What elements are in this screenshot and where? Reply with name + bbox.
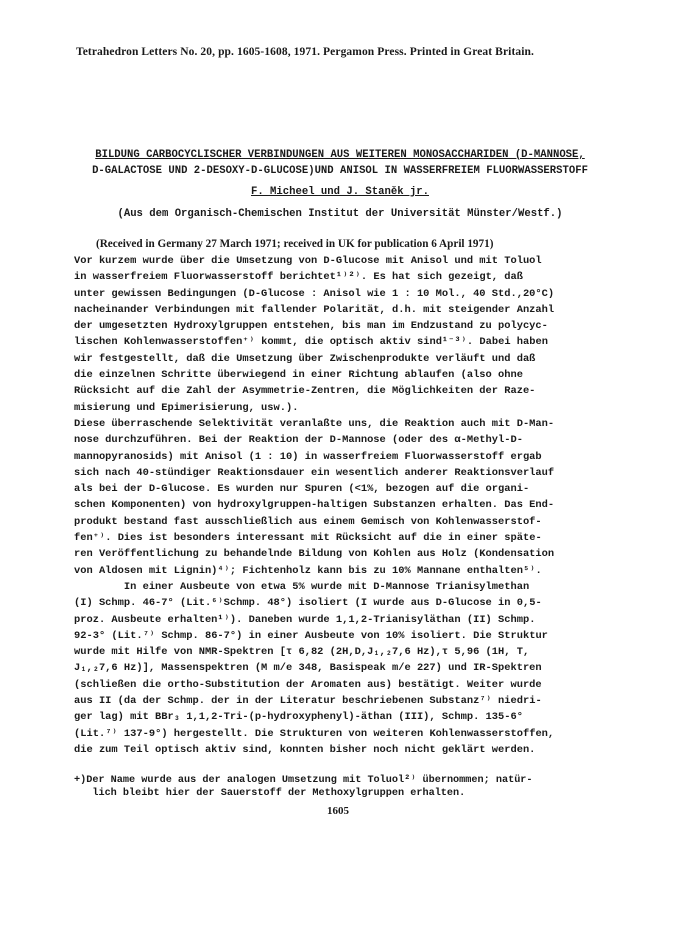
body-line: fen⁺⁾. Dies ist besonders interessant mit Rücksicht auf die in einer späte-	[74, 532, 542, 545]
body-text	[74, 253, 664, 758]
body-line: Diese überraschende Selektivität veranlaßte uns, die Reaktion auch mit D-Man-	[74, 417, 555, 430]
body-line: Vor kurzem wurde über die Umsetzung von D-Glucose mit Anisol und mit Toluol	[74, 255, 542, 267]
article-title	[40, 147, 640, 179]
body-line: nacheinander Verbindungen mit fallender Polarität, d.h. mit steigender Anzahl	[74, 303, 555, 316]
body-line: (Lit.⁷⁾ 137-9°) hergestellt. Die Strukturen von weiteren Kohlenwasserstoffen,	[74, 727, 555, 740]
body-line: unter gewissen Bedingungen (D-Glucose : Anisol wie 1 : 10 Mol., 40 Std.,20°C)	[74, 287, 555, 300]
body-line: J₁,₂7,6 Hz)], Massenspektren (M m/e 348, Basispeak m/e 227) und IR-Spektren	[74, 662, 542, 675]
body-line: proz. Ausbeute erhalten¹⁾). Daneben wurde 1,1,2-Trianisyläthan (II) Schmp.	[74, 613, 536, 626]
affiliation: (Aus dem Organisch-Chemischen Institut der Universität Münster/Westf.)	[117, 208, 563, 220]
body-line: 92-3° (Lit.⁷⁾ Schmp. 86-7°) in einer Ausbeute von 10% isoliert. Die Struktur	[74, 629, 548, 642]
body-line: die zum Teil optisch aktiv sind, konnten bisher noch nicht geklärt werden.	[74, 743, 536, 756]
body-line: als bei der D-Glucose. Es wurden nur Spuren (<1%, bezogen auf die organi-	[74, 483, 530, 496]
body-line: In einer Ausbeute von etwa 5% wurde mit D-Mannose Trianisylmethan	[74, 580, 530, 593]
title-line-2: D-GALACTOSE UND 2-DESOXY-D-GLUCOSE)UND ANISOL IN WASSERFREIEM FLUORWASSERSTOFF	[92, 165, 588, 177]
body-line: (schließen die ortho-Substitution der Aromaten aus) bestätigt. Weiter wurde	[74, 678, 542, 691]
body-line: mannopyranosids) mit Anisol (1 : 10) in wasserfreiem Fluorwasserstoff ergab	[74, 450, 542, 463]
body-line: in wasserfreiem Fluorwasserstoff berichtet¹⁾²⁾. Es hat sich gezeigt, daß	[74, 271, 523, 284]
body-line: aus II (da der Schmp. der in der Literatur beschriebenen Substanz⁷⁾ niedri-	[74, 695, 542, 708]
body-line: (I) Schmp. 46-7° (Lit.⁶⁾Schmp. 48°) isoliert (I wurde aus D-Glucose in 0,5-	[74, 597, 542, 610]
body-line: Rücksicht auf die Zahl der Asymmetrie-Zentren, die Möglichkeiten der Raze-	[74, 385, 536, 398]
journal-header: Tetrahedron Letters No. 20, pp. 1605-1608, 1971. Pergamon Press. Printed in Great Britain.	[76, 46, 534, 58]
body-line: ger lag) mit BBr₃ 1,1,2-Tri-(p-hydroxyphenyl)-äthan (III), Schmp. 135-6°	[74, 711, 523, 724]
body-line: von Aldosen mit Lignin)⁴⁾; Fichtenholz kann bis zu 10% Mannane enthalten⁵⁾.	[74, 564, 542, 577]
page-number: 1605	[327, 805, 349, 817]
body-line: nose durchzuführen. Bei der Reaktion der D-Mannose (oder des α-Methyl-D-	[74, 434, 523, 447]
title-line-1: BILDUNG CARBOCYCLISCHER VERBINDUNGEN AUS WEITEREN MONOSACCHARIDEN (D-MANNOSE,	[95, 149, 585, 161]
received-note: (Received in Germany 27 March 1971; received in UK for publication 6 April 1971)	[96, 238, 494, 250]
footnote-line: +)Der Name wurde aus der analogen Umsetzung mit Toluol²⁾ übernommen; natür-	[74, 775, 533, 786]
body-line: wurde mit Hilfe von NMR-Spektren [τ 6,82 (2H,D,J₁,₂7,6 Hz),τ 5,96 (1H, T,	[74, 646, 530, 659]
body-line: die einzelnen Schritte überwiegend in einer Richtung ablaufen (also ohne	[74, 369, 523, 382]
body-line: wir festgestellt, daß die Umsetzung über Zwischenprodukte verläuft und daß	[74, 352, 536, 365]
body-line: sich nach 40-stündiger Reaktionsdauer ein wesentlich anderer Reaktionsverlauf	[74, 466, 555, 479]
footnote	[74, 774, 664, 800]
body-line: produkt bestand fast ausschließlich aus einem Gemisch von Kohlenwasserstof-	[74, 515, 542, 528]
body-line: misierung und Epimerisierung, usw.).	[74, 401, 299, 414]
body-line: der umgesetzten Hydroxylgruppen entstehen, bis man im Endzustand zu polycyc-	[74, 320, 548, 333]
author-names: F. Micheel und J. Staněk jr.	[250, 186, 429, 198]
footnote-line: lich bleibt hier der Sauerstoff der Methoxylgruppen erhalten.	[74, 788, 466, 799]
authors	[40, 186, 640, 198]
body-line: schen Komponenten) von hydroxylgruppen-haltigen Substanzen erhalten. Das End-	[74, 499, 555, 512]
body-line: ren Veröffentlichung zu behandelnde Bildung von Kohlen aus Holz (Kondensation	[74, 548, 555, 561]
body-line: lischen Kohlenwasserstoffen⁺⁾ kommt, die optisch aktiv sind¹⁻³⁾. Dabei haben	[74, 336, 548, 349]
